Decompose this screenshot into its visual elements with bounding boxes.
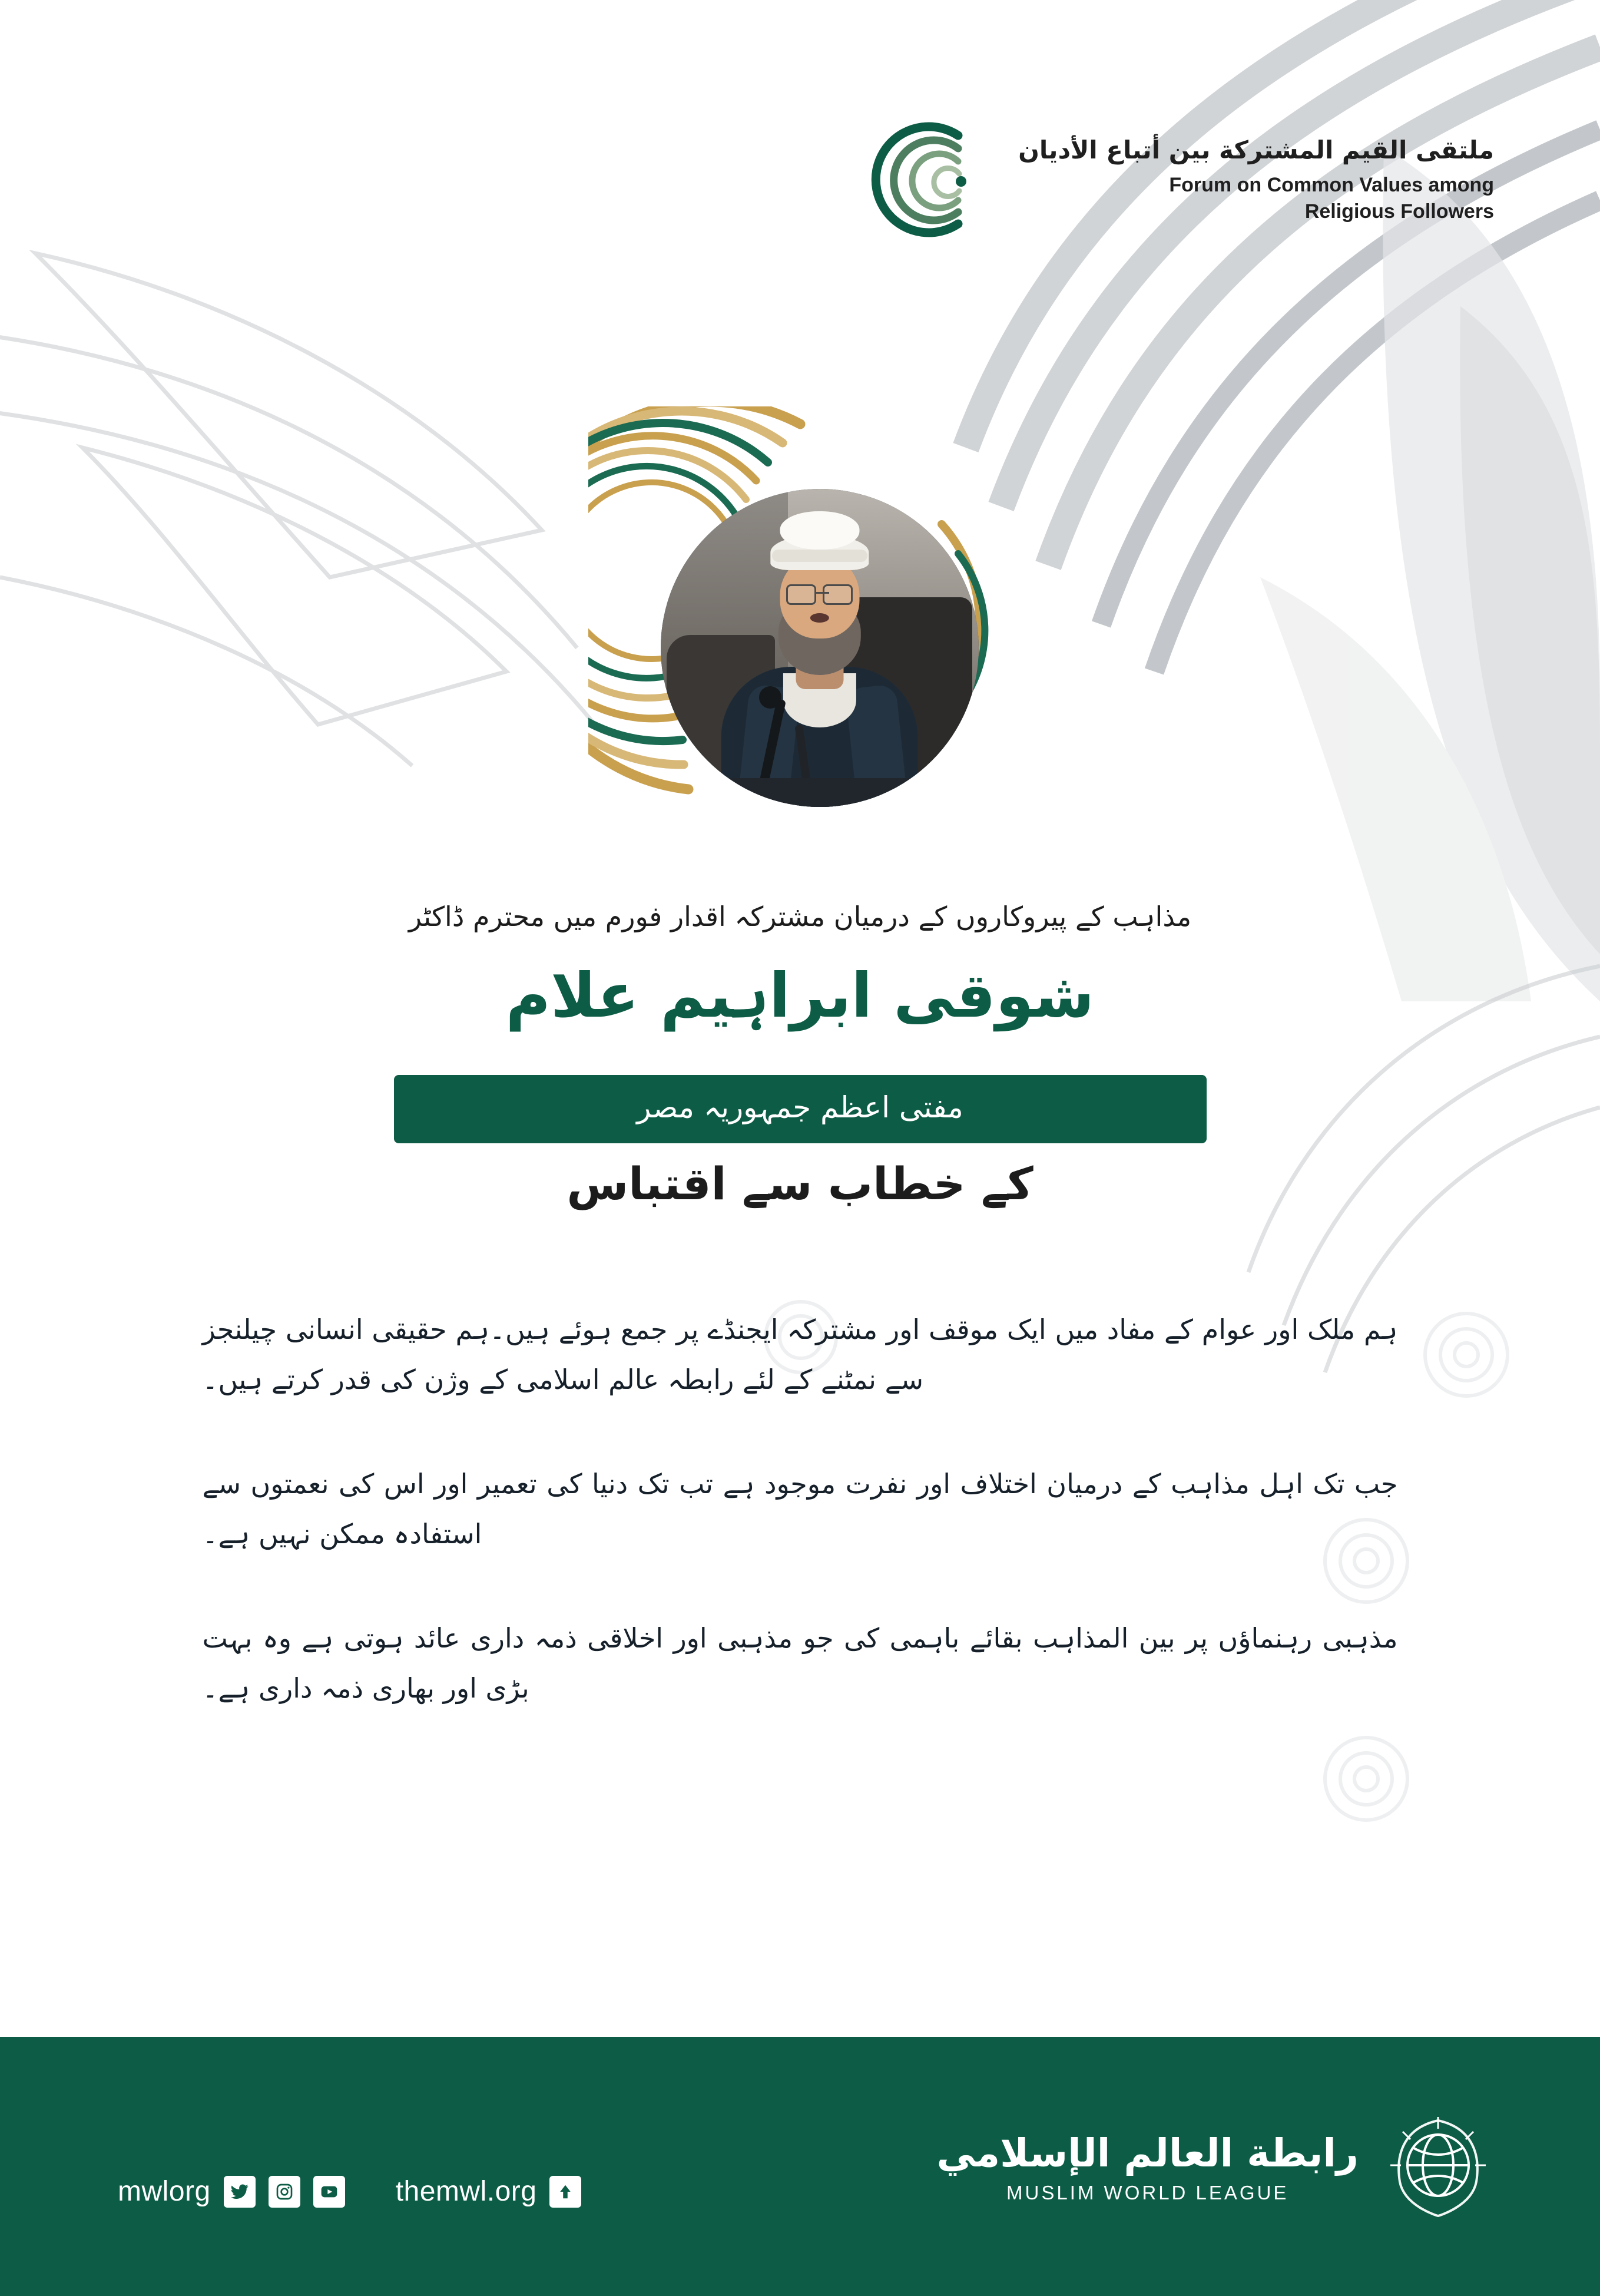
- social-handle: mwlorg: [118, 2176, 211, 2207]
- footer-social-group: [118, 2175, 581, 2208]
- speaker-intro-line: مذاہب کے پیروکاروں کے درمیان مشترکہ اقدار فورم میں محترم ڈاکٹر: [408, 901, 1192, 932]
- quote-paragraph: جب تک اہل مذاہب کے درمیان اختلاف اور نفرت موجود ہے تب تک دنیا کی تعمیر اور اس کی نعمتوں سے استفادہ ممکن نہیں ہے۔: [202, 1468, 1398, 1550]
- speaker-photo: [661, 489, 979, 807]
- mwl-brand: [937, 2111, 1495, 2225]
- mwl-globe-emblem-icon: [1382, 2111, 1494, 2225]
- forum-name-english-line1: Forum on Common Values among: [1169, 174, 1494, 197]
- footer-bar: [0, 2037, 1600, 2296]
- forum-name-arabic: ملتقى القيم المشتركة بين أتباع الأديان: [1018, 135, 1494, 164]
- up-arrow-icon[interactable]: [549, 2176, 581, 2208]
- forum-logo: [870, 118, 1494, 241]
- youtube-icon[interactable]: [313, 2176, 345, 2208]
- website-url[interactable]: themwl.org: [395, 2176, 537, 2207]
- quote-list: [203, 1305, 1398, 1768]
- forum-name-english-line2: Religious Followers: [1304, 200, 1494, 223]
- speaker-portrait: [588, 406, 1012, 842]
- speaker-title-band: [394, 1075, 1207, 1143]
- quote-paragraph: مذہبی رہنماؤں پر بین المذاہب بقائے باہمی کی جو مذہبی اور اخلاقی ذمہ داری عائد ہوتی ہے وہ بہت بڑی اور بھاری ذمہ داری ہے۔: [202, 1622, 1398, 1705]
- mwl-name-arabic: رابطة العالم الإسلامي: [936, 2130, 1359, 2176]
- forum-spiral-icon: [870, 118, 993, 241]
- instagram-icon[interactable]: [269, 2176, 300, 2208]
- speaker-name: شوقی ابراہیم علام: [505, 960, 1095, 1031]
- twitter-icon[interactable]: [224, 2176, 256, 2208]
- speaker-title: مفتی اعظم جمہوریہ مصر: [637, 1090, 963, 1124]
- mwl-name-english: MUSLIM WORLD LEAGUE: [1006, 2182, 1289, 2204]
- quote-label: کے خطاب سے اقتباس: [567, 1157, 1033, 1210]
- forum-logo-text: [1018, 134, 1494, 225]
- quote-paragraph: ہم ملک اور عوام کے مفاد میں ایک موقف اور مشترکہ ایجنڈے پر جمع ہوئے ہیں۔ہم حقیقی انسانی چیلنجز سے نمٹنے کے لئے رابطہ عالم اسلامی کے وژن کی قدر کرتے ہیں۔: [202, 1314, 1398, 1396]
